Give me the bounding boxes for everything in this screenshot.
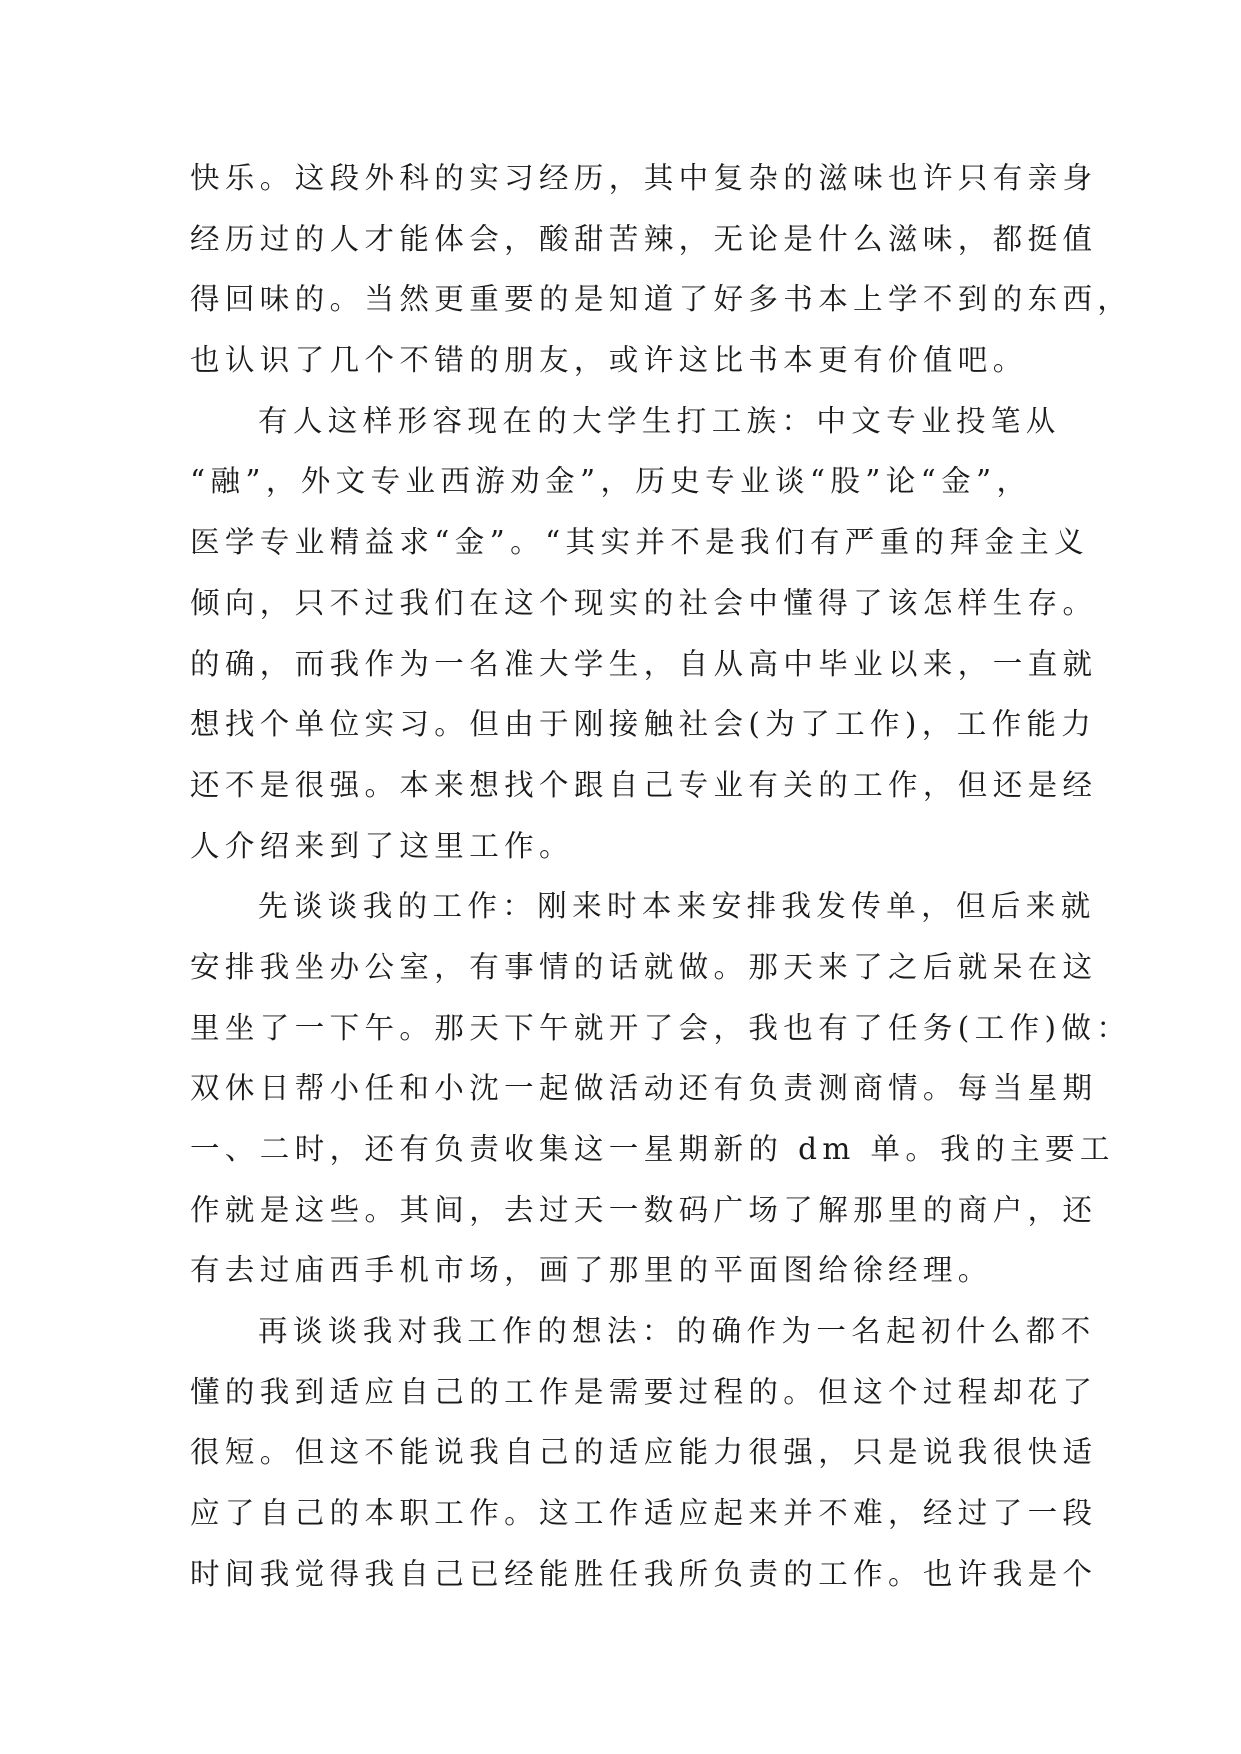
paragraph-first-line: 先谈谈我的工作：刚来时本来安排我发传单，但后来就 <box>258 889 1096 924</box>
text-line: 得回味的。当然更重要的是知道了好多书本上学不到的东西， <box>190 282 1133 317</box>
text-line: 还不是很强。本来想找个跟自己专业有关的工作，但还是经 <box>190 767 1098 802</box>
text-line: 时间我觉得我自己已经能胜任我所负责的工作。也许我是个 <box>190 1556 1098 1591</box>
paragraph-first-line: 有人这样形容现在的大学生打工族：中文专业投笔从 <box>258 403 1061 438</box>
text-line: 经历过的人才能体会，酸甜苦辣，无论是什么滋味，都挺值 <box>190 221 1098 256</box>
text-line: 很短。但这不能说我自己的适应能力很强，只是说我很快适 <box>190 1435 1098 1470</box>
text-line: 医学专业精益求“金”。“其实并不是我们有严重的拜金主义 <box>190 525 1090 560</box>
text-line: 安排我坐办公室，有事情的话就做。那天来了之后就呆在这 <box>190 949 1098 984</box>
body-text <box>190 148 1133 1605</box>
text-line: 有去过庙西手机市场，画了那里的平面图给徐经理。 <box>190 1253 993 1288</box>
text-line: 双休日帮小任和小沈一起做活动还有负责测商情。每当星期 <box>190 1071 1098 1106</box>
text-line: “融”，外文专业西游劝金”，历史专业谈“股”论“金”， <box>190 464 1032 499</box>
text-line: 的确，而我作为一名准大学生，自从高中毕业以来，一直就 <box>190 646 1098 681</box>
text-line: 倾向，只不过我们在这个现实的社会中懂得了该怎样生存。 <box>190 585 1098 620</box>
text-line: 一、二时，还有负责收集这一星期新的 dm 单。我的主要工 <box>190 1132 1115 1166</box>
text-line: 快乐。这段外科的实习经历，其中复杂的滋味也许只有亲身 <box>190 161 1098 195</box>
text-line: 人介绍来到了这里工作。 <box>190 828 574 863</box>
paragraph-first-line: 再谈谈我对我工作的想法：的确作为一名起初什么都不 <box>258 1314 1096 1349</box>
text-line: 应了自己的本职工作。这工作适应起来并不难，经过了一段 <box>190 1496 1098 1531</box>
text-line: 懂的我到适应自己的工作是需要过程的。但这个过程却花了 <box>190 1374 1098 1409</box>
text-line: 也认识了几个不错的朋友，或许这比书本更有价值吧。 <box>190 343 1028 378</box>
text-line: 作就是这些。其间，去过天一数码广场了解那里的商户，还 <box>190 1192 1098 1227</box>
text-line: 里坐了一下午。那天下午就开了会，我也有了任务(工作)做： <box>190 1010 1132 1045</box>
text-line: 想找个单位实习。但由于刚接触社会(为了工作)，工作能力 <box>190 707 1097 742</box>
